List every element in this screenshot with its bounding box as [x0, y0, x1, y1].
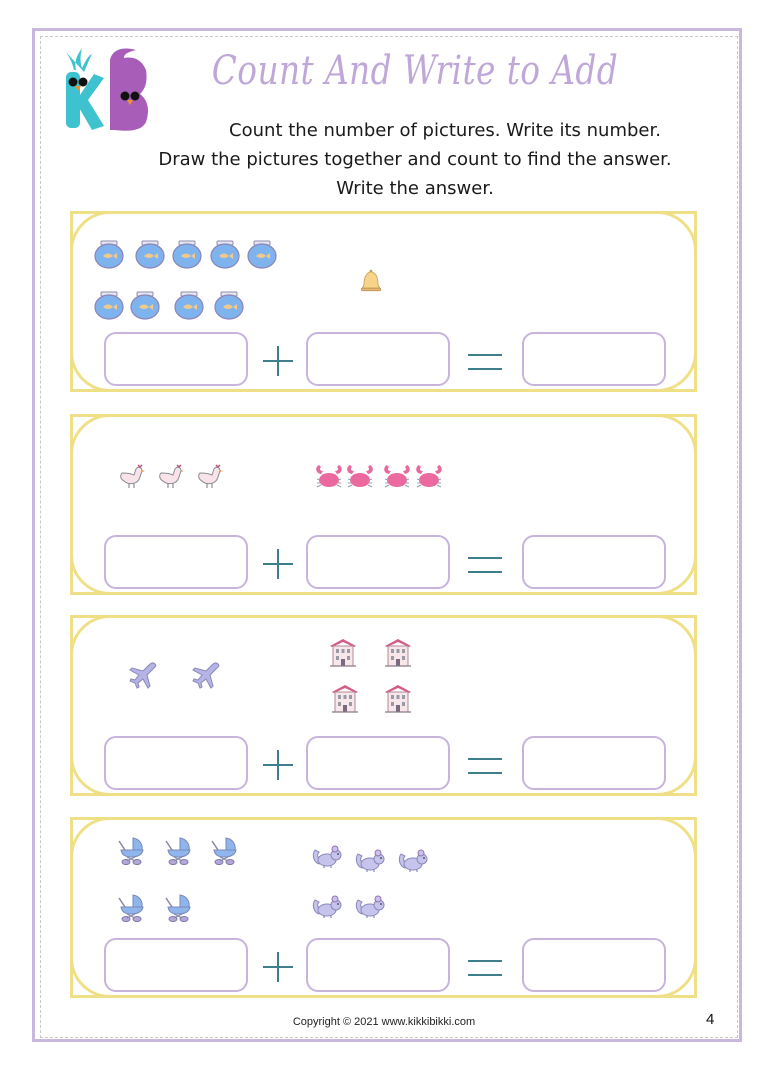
- baby-stroller-icon: [208, 835, 240, 865]
- hen-icon: [194, 461, 226, 491]
- airplane-icon: [127, 660, 159, 690]
- logo-k-icon: [66, 48, 104, 130]
- building-icon: [327, 637, 359, 667]
- instruction-line-2: Draw the pictures together and count to find the answer.: [158, 149, 672, 170]
- chinchilla-icon: [397, 846, 429, 876]
- problem-card-4: [70, 817, 697, 998]
- copyright-footer: Copyright © 2021 www.kikkibikki.com: [292, 1016, 476, 1028]
- addend-1-answer-box[interactable]: [104, 332, 248, 386]
- problem-card-3: [70, 615, 697, 796]
- equals-sign: [468, 758, 502, 774]
- sum-answer-box[interactable]: [522, 332, 666, 386]
- baby-stroller-icon: [115, 892, 147, 922]
- fishbowl-icon: [173, 291, 205, 321]
- sum-answer-box[interactable]: [522, 938, 666, 992]
- building-icon: [382, 683, 414, 713]
- chinchilla-icon: [354, 846, 386, 876]
- addend-1-answer-box[interactable]: [104, 736, 248, 790]
- crab-icon: [413, 461, 445, 491]
- page-number: 4: [706, 1011, 715, 1028]
- plus-sign: [263, 750, 293, 780]
- addend-2-answer-box[interactable]: [306, 535, 450, 589]
- hen-icon: [116, 461, 148, 491]
- addend-2-answer-box[interactable]: [306, 938, 450, 992]
- equals-sign: [468, 557, 502, 573]
- fishbowl-icon: [171, 240, 203, 270]
- problem-card-1: [70, 211, 697, 392]
- bell-icon: [357, 268, 385, 296]
- baby-stroller-icon: [162, 835, 194, 865]
- fishbowl-icon: [246, 240, 278, 270]
- equals-sign: [468, 960, 502, 976]
- crab-icon: [381, 461, 413, 491]
- addend-1-answer-box[interactable]: [104, 535, 248, 589]
- building-icon: [329, 683, 361, 713]
- instruction-line-3: Write the answer.: [336, 178, 494, 199]
- problem-card-2: [70, 414, 697, 595]
- addend-1-answer-box[interactable]: [104, 938, 248, 992]
- hen-icon: [155, 461, 187, 491]
- fishbowl-icon: [213, 291, 245, 321]
- addend-2-answer-box[interactable]: [306, 736, 450, 790]
- equals-sign: [468, 354, 502, 370]
- fishbowl-icon: [93, 291, 125, 321]
- baby-stroller-icon: [115, 835, 147, 865]
- airplane-icon: [190, 660, 222, 690]
- chinchilla-icon: [311, 842, 343, 872]
- chinchilla-icon: [311, 892, 343, 922]
- baby-stroller-icon: [162, 892, 194, 922]
- chinchilla-icon: [354, 892, 386, 922]
- worksheet-title: Count And Write to Add: [211, 48, 619, 94]
- building-icon: [382, 637, 414, 667]
- fishbowl-icon: [129, 291, 161, 321]
- plus-sign: [263, 549, 293, 579]
- crab-icon: [344, 461, 376, 491]
- plus-sign: [263, 346, 293, 376]
- sum-answer-box[interactable]: [522, 535, 666, 589]
- crab-icon: [313, 461, 345, 491]
- sum-answer-box[interactable]: [522, 736, 666, 790]
- instruction-line-1: Count the number of pictures. Write its number.: [229, 120, 661, 141]
- fishbowl-icon: [209, 240, 241, 270]
- fishbowl-icon: [93, 240, 125, 270]
- addend-2-answer-box[interactable]: [306, 332, 450, 386]
- plus-sign: [263, 952, 293, 982]
- fishbowl-icon: [134, 240, 166, 270]
- instructions: [110, 116, 720, 203]
